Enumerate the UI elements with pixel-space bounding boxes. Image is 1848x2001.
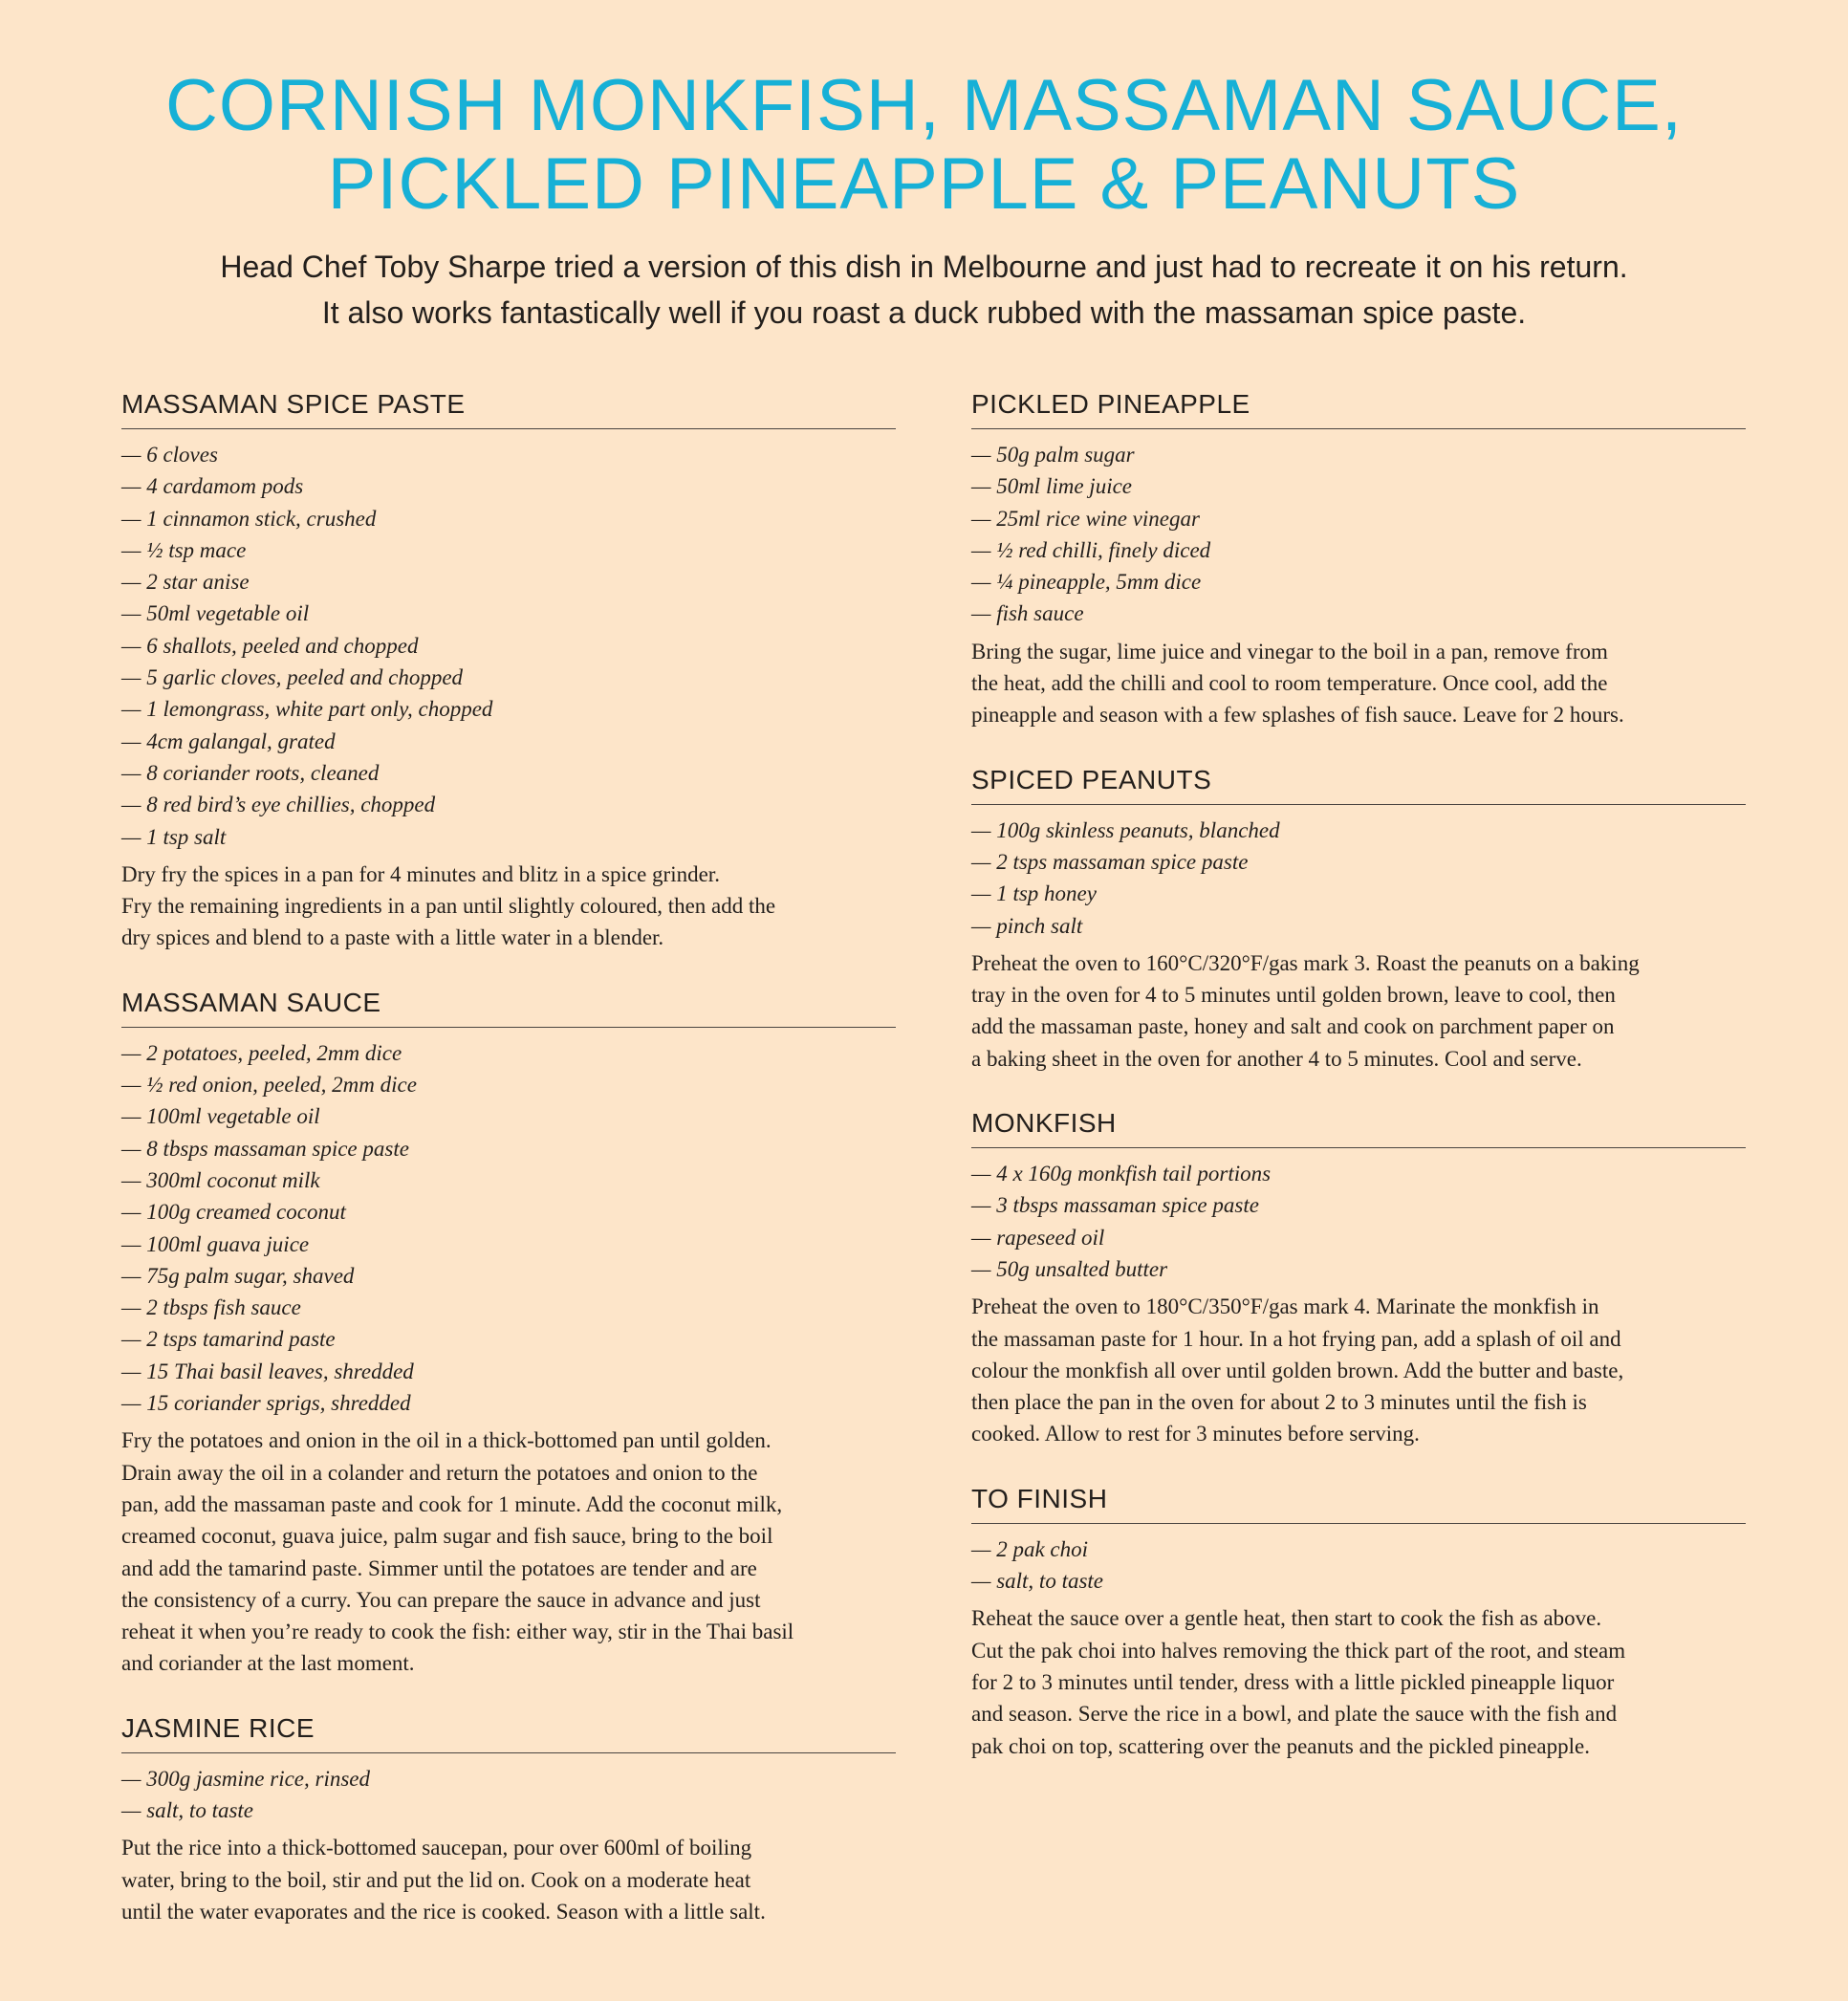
- ingredient-item: — ¼ pineapple, 5mm dice: [971, 570, 1202, 595]
- ingredient-item: — fish sauce: [971, 601, 1084, 626]
- recipe-section-pickled-pineapple: [971, 388, 1746, 731]
- ingredient-item: — 2 pak choi: [971, 1536, 1089, 1561]
- method-line: the consistency of a curry. You can prepare the sauce in advance and just: [121, 1587, 761, 1612]
- ingredient-item: — 2 tbsps fish sauce: [121, 1295, 301, 1320]
- method-line: Dry fry the spices in a pan for 4 minutes and blitz in a spice grinder.: [121, 861, 720, 886]
- section-heading: TO FINISH: [971, 1483, 1746, 1524]
- method-line: Fry the potatoes and onion in the oil in a thick-bottomed pan until golden.: [121, 1428, 772, 1453]
- method-line: then place the pan in the oven for about 2 to 3 minutes until the fish is: [971, 1390, 1587, 1415]
- method-line: pan, add the massaman paste and cook for 1 minute. Add the coconut milk,: [121, 1491, 783, 1516]
- ingredient-item: — 15 coriander sprigs, shredded: [121, 1391, 411, 1416]
- ingredient-item: — rapeseed oil: [971, 1225, 1105, 1250]
- ingredient-item: — 6 cloves: [121, 443, 218, 467]
- ingredient-item: — 100ml vegetable oil: [121, 1104, 320, 1129]
- method-text: [971, 636, 1746, 731]
- ingredient-list: [121, 1763, 896, 1827]
- ingredient-item: — 4 cardamom pods: [121, 474, 304, 499]
- ingredient-item: — ½ red onion, peeled, 2mm dice: [121, 1073, 417, 1098]
- ingredient-list: [971, 1158, 1746, 1285]
- recipe-section-monkfish: [971, 1107, 1746, 1450]
- method-line: a baking sheet in the oven for another 4 to 5 minutes. Cool and serve.: [971, 1046, 1582, 1071]
- title-line: PICKLED PINEAPPLE & PEANUTS: [327, 143, 1521, 225]
- method-line: Bring the sugar, lime juice and vinegar to the boil in a pan, remove from: [971, 639, 1608, 663]
- method-line: Put the rice into a thick-bottomed saucepan, pour over 600ml of boiling: [121, 1836, 752, 1860]
- method-line: Preheat the oven to 180°C/350°F/gas mark 4. Marinate the monkfish in: [971, 1294, 1599, 1319]
- method-line: cooked. Allow to rest for 3 minutes before serving.: [971, 1422, 1420, 1446]
- ingredient-item: — 1 tsp salt: [121, 824, 227, 849]
- method-line: and coriander at the last moment.: [121, 1651, 415, 1676]
- ingredient-item: — 15 Thai basil leaves, shredded: [121, 1359, 414, 1383]
- ingredient-item: — salt, to taste: [121, 1797, 254, 1822]
- ingredient-list: [971, 439, 1746, 630]
- method-line: creamed coconut, guava juice, palm sugar and fish sauce, bring to the boil: [121, 1524, 773, 1549]
- ingredient-item: — 100g skinless peanuts, blanched: [971, 817, 1280, 842]
- section-heading: SPICED PEANUTS: [971, 764, 1746, 805]
- intro-text: [0, 244, 1848, 336]
- ingredient-item: — ½ red chilli, finely diced: [971, 537, 1211, 562]
- ingredient-item: — 300ml coconut milk: [121, 1167, 320, 1192]
- ingredient-item: — 50ml vegetable oil: [121, 601, 310, 626]
- ingredient-item: — 1 cinnamon stick, crushed: [121, 506, 377, 531]
- method-line: tray in the oven for 4 to 5 minutes until golden brown, leave to cool, then: [971, 983, 1616, 1008]
- section-heading: PICKLED PINEAPPLE: [971, 388, 1746, 429]
- ingredient-list: [121, 439, 896, 853]
- method-text: [971, 947, 1746, 1075]
- ingredient-item: — 4 x 160g monkfish tail portions: [971, 1162, 1272, 1186]
- method-line: and season. Serve the rice in a bowl, and plate the sauce with the fish and: [971, 1702, 1618, 1727]
- recipe-section-jasmine-rice: [121, 1712, 896, 1927]
- ingredient-item: — 50ml lime juice: [971, 474, 1132, 499]
- method-line: the heat, add the chilli and cool to room temperature. Once cool, add the: [971, 671, 1608, 696]
- ingredient-item: — 3 tbsps massaman spice paste: [971, 1193, 1259, 1218]
- method-line: pak choi on top, scattering over the peanuts and the pickled pineapple.: [971, 1733, 1590, 1758]
- ingredient-item: — pinch salt: [971, 913, 1083, 938]
- method-line: Drain away the oil in a colander and return the potatoes and onion to the: [121, 1460, 758, 1485]
- ingredient-item: — 100ml guava juice: [121, 1231, 310, 1256]
- ingredient-item: — 8 coriander roots, cleaned: [121, 760, 380, 785]
- method-line: colour the monkfish all over until golden brown. Add the butter and baste,: [971, 1358, 1624, 1382]
- intro-line: Head Chef Toby Sharpe tried a version of this dish in Melbourne and just had to recreate it on his return.: [220, 250, 1628, 284]
- method-line: dry spices and blend to a paste with a little water in a blender.: [121, 925, 664, 950]
- method-line: reheat it when you’re ready to cook the fish: either way, stir in the Thai basil: [121, 1620, 794, 1644]
- left-column: [121, 388, 896, 1960]
- ingredient-item: — 100g creamed coconut: [121, 1200, 346, 1225]
- recipe-section-spiced-peanuts: [971, 764, 1746, 1075]
- recipe-title: [0, 67, 1848, 224]
- ingredient-item: — 2 potatoes, peeled, 2mm dice: [121, 1040, 402, 1065]
- method-line: for 2 to 3 minutes until tender, dress with a little pickled pineapple liquor: [971, 1669, 1615, 1694]
- section-heading: MONKFISH: [971, 1107, 1746, 1148]
- recipe-section-to-finish: [971, 1483, 1746, 1762]
- ingredient-item: — 8 red bird’s eye chillies, chopped: [121, 793, 436, 817]
- method-text: [121, 1425, 896, 1679]
- section-heading: MASSAMAN SAUCE: [121, 987, 896, 1028]
- ingredient-item: — 6 shallots, peeled and chopped: [121, 633, 419, 658]
- ingredient-item: — 1 tsp honey: [971, 881, 1097, 906]
- intro-line: It also works fantastically well if you roast a duck rubbed with the massaman spice paste.: [321, 295, 1527, 330]
- method-text: [971, 1602, 1746, 1761]
- ingredient-list: [971, 1533, 1746, 1598]
- ingredient-item: — 2 tsps massaman spice paste: [971, 849, 1249, 874]
- recipe-section-massaman-sauce: [121, 987, 896, 1680]
- method-line: and add the tamarind paste. Simmer until the potatoes are tender and are: [121, 1555, 757, 1580]
- ingredient-list: [121, 1037, 896, 1420]
- ingredient-item: — 1 lemongrass, white part only, chopped: [121, 697, 493, 722]
- ingredient-item: — 25ml rice wine vinegar: [971, 506, 1200, 531]
- right-column: [971, 388, 1746, 1794]
- section-heading: MASSAMAN SPICE PASTE: [121, 388, 896, 429]
- method-text: [121, 1832, 896, 1927]
- ingredient-item: — 50g unsalted butter: [971, 1256, 1168, 1281]
- method-text: [971, 1291, 1746, 1449]
- method-line: Fry the remaining ingredients in a pan until slightly coloured, then add the: [121, 894, 776, 919]
- method-text: [121, 859, 896, 954]
- method-line: add the massaman paste, honey and salt and cook on parchment paper on: [971, 1014, 1615, 1039]
- method-line: Preheat the oven to 160°C/320°F/gas mark 3. Roast the peanuts on a baking: [971, 950, 1640, 975]
- method-line: the massaman paste for 1 hour. In a hot frying pan, add a splash of oil and: [971, 1326, 1621, 1351]
- method-line: water, bring to the boil, stir and put the lid on. Cook on a moderate heat: [121, 1867, 751, 1892]
- method-line: Cut the pak choi into halves removing the thick part of the root, and steam: [971, 1638, 1626, 1663]
- title-line: CORNISH MONKFISH, MASSAMAN SAUCE,: [165, 65, 1683, 146]
- ingredient-item: — 4cm galangal, grated: [121, 729, 336, 753]
- method-line: Reheat the sauce over a gentle heat, then start to cook the fish as above.: [971, 1606, 1602, 1631]
- ingredient-item: — 50g palm sugar: [971, 443, 1135, 467]
- ingredient-item: — 5 garlic cloves, peeled and chopped: [121, 665, 464, 690]
- ingredient-item: — ½ tsp mace: [121, 537, 247, 562]
- ingredient-item: — salt, to taste: [971, 1569, 1104, 1594]
- section-heading: JASMINE RICE: [121, 1712, 896, 1753]
- method-line: until the water evaporates and the rice is cooked. Season with a little salt.: [121, 1899, 766, 1924]
- ingredient-item: — 8 tbsps massaman spice paste: [121, 1136, 409, 1161]
- ingredient-item: — 2 tsps tamarind paste: [121, 1327, 336, 1352]
- method-line: pineapple and season with a few splashes of fish sauce. Leave for 2 hours.: [971, 703, 1624, 728]
- ingredient-list: [971, 815, 1746, 942]
- ingredient-item: — 2 star anise: [121, 570, 250, 595]
- ingredient-item: — 75g palm sugar, shaved: [121, 1263, 355, 1288]
- recipe-section-massaman-spice-paste: [121, 388, 896, 954]
- ingredient-item: — 300g jasmine rice, rinsed: [121, 1766, 371, 1791]
